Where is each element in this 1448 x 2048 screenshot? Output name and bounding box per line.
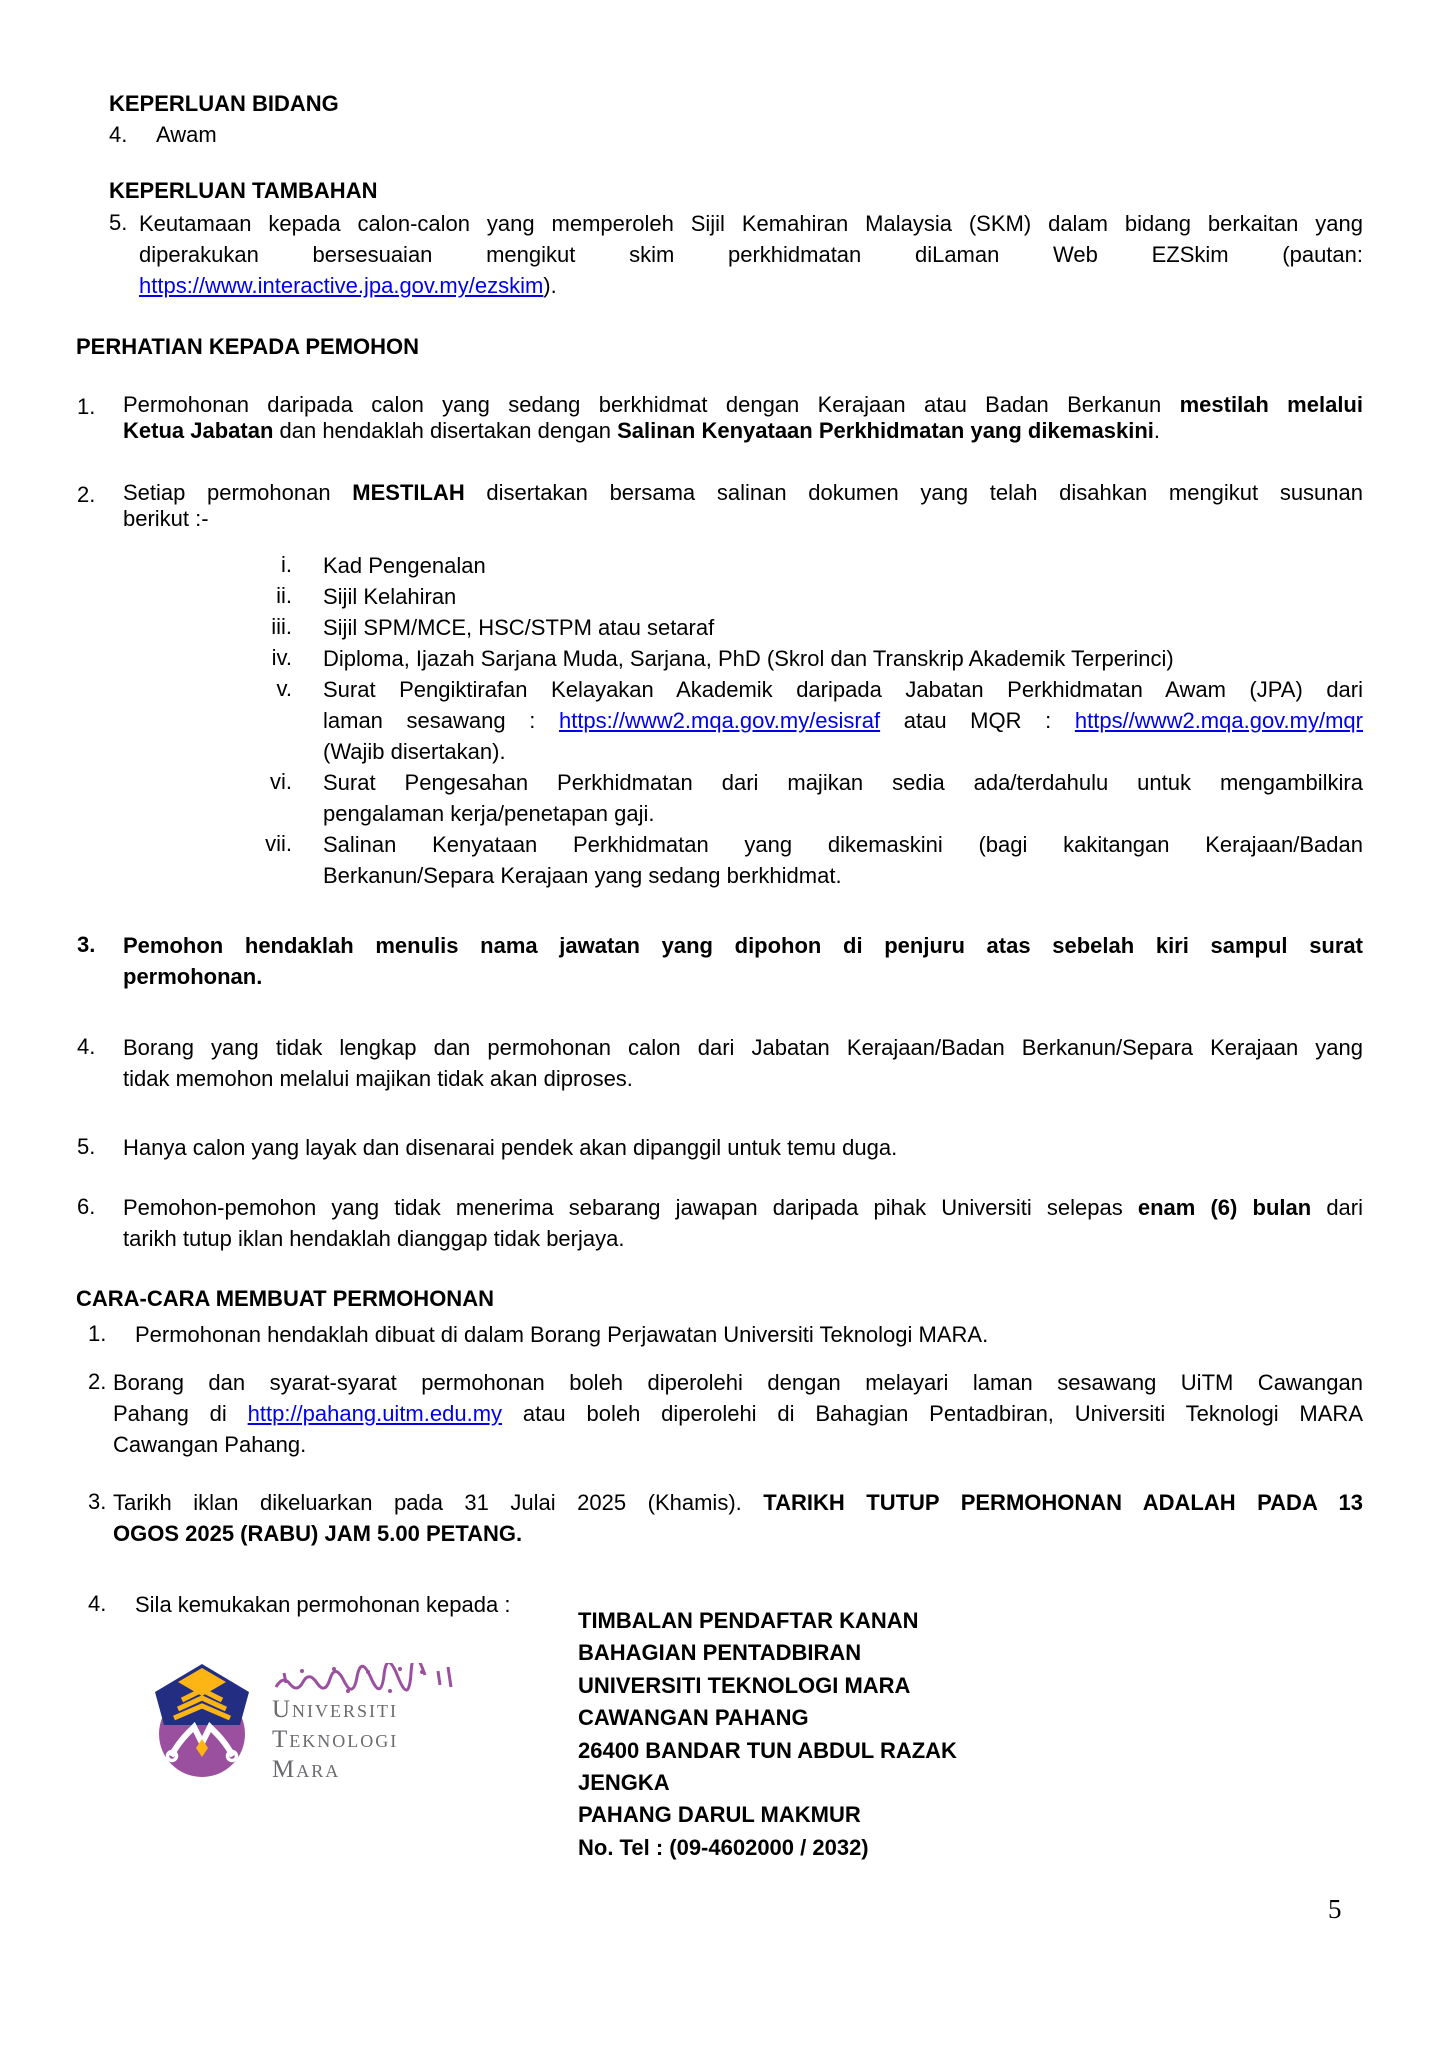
- text-segment: Borang yang tidak lengkap dan permohonan calon dari Jabatan Kerajaan/Badan Berkanun/Separa Kerajaan yang: [123, 1035, 1363, 1060]
- text-line: [139, 208, 1363, 239]
- text-segment: atau boleh diperolehi di Bahagian Pentadbiran, Universiti Teknologi MARA: [502, 1401, 1363, 1426]
- text-segment: Surat Pengesahan Perkhidmatan dari majikan sedia ada/terdahulu untuk mengambilkira: [323, 770, 1363, 795]
- uitm-wordmark-teknologi: Teknologi: [272, 1726, 399, 1753]
- perhatian-item-5-text: [123, 1132, 1363, 1163]
- hyperlink[interactable]: https://www.interactive.jpa.gov.my/ezskim: [139, 273, 544, 298]
- uitm-shield-graphic: [150, 1663, 254, 1779]
- cara-item-3-text: [113, 1487, 1363, 1549]
- perhatian-item-1-text: [123, 392, 1363, 444]
- text-line: [323, 860, 1363, 891]
- item-4-number: 4.: [109, 122, 128, 147]
- text-segment: mestilah melalui: [1179, 392, 1363, 417]
- text-segment: Sila kemukakan permohonan kepada :: [135, 1592, 511, 1617]
- perhatian-item-2-number: 2.: [77, 482, 96, 507]
- roman-item-vi-number: vi.: [270, 769, 292, 794]
- text-segment: dari: [1311, 1195, 1363, 1220]
- item-4-text: Awam: [156, 122, 217, 147]
- text-segment: Setiap permohonan: [123, 480, 353, 505]
- perhatian-item-6-text: [123, 1192, 1363, 1254]
- cara-item-1-text: [135, 1319, 1363, 1350]
- text-line: [123, 930, 1363, 961]
- text-segment: .: [1153, 418, 1160, 443]
- text-line: [113, 1398, 1363, 1429]
- text-line: [123, 1032, 1363, 1063]
- text-line: [323, 798, 1363, 829]
- cara-heading: CARA-CARA MEMBUAT PERMOHONAN: [76, 1286, 494, 1311]
- text-segment: (Wajib disertakan).: [323, 739, 506, 764]
- text-line: [123, 480, 1363, 506]
- roman-item-i-text: [323, 550, 1363, 581]
- text-segment: Surat Pengiktirafan Kelayakan Akademik daripada Jabatan Perkhidmatan Awam (JPA) dari: [323, 677, 1363, 702]
- roman-item-iv-text: [323, 643, 1363, 674]
- perhatian-heading: PERHATIAN KEPADA PEMOHON: [76, 334, 420, 359]
- text-segment: ).: [543, 273, 557, 298]
- text-segment: Pemohon-pemohon yang tidak menerima sebarang jawapan daripada pihak Universiti selepas: [123, 1195, 1138, 1220]
- cara-item-2-text: [113, 1367, 1363, 1460]
- text-line: [323, 674, 1363, 705]
- text-segment: Pahang di: [113, 1401, 248, 1426]
- text-line: [123, 1223, 1363, 1254]
- roman-item-iii-text: [323, 612, 1363, 643]
- text-segment: Diploma, Ijazah Sarjana Muda, Sarjana, PhD (Skrol dan Transkrip Akademik Terperinci): [323, 646, 1174, 671]
- cara-item-4-number: 4.: [88, 1591, 107, 1616]
- text-segment: Salinan Kenyataan Perkhidmatan yang dikemaskini (bagi kakitangan Kerajaan/Badan: [323, 832, 1363, 857]
- text-line: [123, 961, 1363, 992]
- text-segment: Cawangan Pahang.: [113, 1432, 307, 1457]
- hyperlink[interactable]: https//www2.mqa.gov.my/mqr: [1074, 708, 1363, 733]
- keperluan-bidang-heading: KEPERLUAN BIDANG: [109, 91, 339, 116]
- text-line: [323, 736, 1363, 767]
- hyperlink[interactable]: http://pahang.uitm.edu.my: [247, 1401, 503, 1426]
- text-segment: atau MQR :: [880, 708, 1075, 733]
- cara-item-3-number: 3.: [88, 1489, 107, 1514]
- address-line: PAHANG DARUL MAKMUR: [578, 1802, 861, 1828]
- text-line: [123, 1063, 1363, 1094]
- perhatian-item-3-number: 3.: [77, 932, 96, 957]
- text-segment: Salinan Kenyataan Perkhidmatan yang dikemaskini: [617, 418, 1154, 443]
- text-segment: Pemohon hendaklah menulis nama jawatan yang dipohon di penjuru atas sebelah kiri sampul surat: [123, 933, 1363, 958]
- text-segment: disertakan bersama salinan dokumen yang telah disahkan mengikut susunan: [464, 480, 1364, 505]
- text-segment: Sijil Kelahiran: [323, 584, 457, 609]
- perhatian-item-5-number: 5.: [77, 1134, 96, 1159]
- roman-item-iv-number: iv.: [271, 645, 292, 670]
- text-line: [123, 1192, 1363, 1223]
- text-segment: Borang dan syarat-syarat permohonan boleh diperolehi dengan melayari laman sesawang UiTM Cawangan: [113, 1370, 1363, 1395]
- text-line: [323, 581, 1363, 612]
- roman-item-vii-text: [323, 829, 1363, 891]
- perhatian-item-6-number: 6.: [77, 1194, 96, 1219]
- roman-item-ii-text: [323, 581, 1363, 612]
- text-segment: berikut :-: [123, 506, 209, 531]
- text-segment: tidak memohon melalui majikan tidak akan diproses.: [123, 1066, 633, 1091]
- address-line: 26400 BANDAR TUN ABDUL RAZAK: [578, 1737, 957, 1763]
- roman-item-ii-number: ii.: [276, 583, 292, 608]
- address-line: JENGKA: [578, 1770, 670, 1796]
- text-line: [139, 239, 1363, 270]
- address-block: [578, 1605, 957, 1864]
- text-line: [123, 418, 1363, 444]
- text-line: [113, 1429, 1363, 1460]
- text-line: [113, 1367, 1363, 1398]
- text-line: [323, 767, 1363, 798]
- roman-item-i-number: i.: [281, 552, 292, 577]
- text-line: [113, 1518, 1363, 1549]
- text-segment: Tarikh iklan dikeluarkan pada 31 Julai 2025 (Khamis).: [113, 1490, 764, 1515]
- address-line: CAWANGAN PAHANG: [578, 1705, 809, 1731]
- text-segment: TARIKH TUTUP PERMOHONAN ADALAH PADA 13: [763, 1490, 1363, 1515]
- uitm-logo-shield: [150, 1663, 254, 1779]
- roman-item-v-number: v.: [276, 676, 292, 701]
- text-segment: Berkanun/Separa Kerajaan yang sedang berkhidmat.: [323, 863, 842, 888]
- perhatian-item-2-text: [123, 480, 1363, 532]
- text-line: [139, 270, 1363, 301]
- text-line: [135, 1319, 1363, 1350]
- item-5-number: 5.: [109, 210, 128, 235]
- roman-item-vi-text: [323, 767, 1363, 829]
- text-segment: diperakukan bersesuaian mengikut skim perkhidmatan diLaman Web EZSkim (pautan:: [139, 242, 1363, 267]
- text-segment: laman sesawang :: [323, 708, 559, 733]
- text-line: [113, 1487, 1363, 1518]
- uitm-wordmark-universiti: Universiti: [272, 1696, 399, 1723]
- text-line: [123, 506, 1363, 532]
- cara-item-2-number: 2.: [88, 1369, 107, 1394]
- text-segment: Keutamaan kepada calon-calon yang memperoleh Sijil Kemahiran Malaysia (SKM) dalam bidang berkaitan yang: [139, 211, 1363, 236]
- perhatian-item-4-number: 4.: [77, 1034, 96, 1059]
- uitm-jawi-calligraphy: [272, 1663, 460, 1695]
- text-segment: Kad Pengenalan: [323, 553, 486, 578]
- perhatian-item-1-number: 1.: [77, 394, 96, 419]
- text-segment: Permohonan hendaklah dibuat di dalam Borang Perjawatan Universiti Teknologi MARA.: [135, 1322, 989, 1347]
- uitm-wordmark-mara: Mara: [272, 1756, 341, 1783]
- text-segment: enam (6) bulan: [1137, 1195, 1312, 1220]
- address-line: TIMBALAN PENDAFTAR KANAN: [578, 1608, 919, 1633]
- address-line: BAHAGIAN PENTADBIRAN: [578, 1640, 862, 1666]
- text-line: [123, 392, 1363, 418]
- cara-item-1-number: 1.: [88, 1321, 107, 1346]
- text-segment: permohonan.: [123, 964, 263, 989]
- text-segment: Permohonan daripada calon yang sedang berkhidmat dengan Kerajaan atau Badan Berkanun: [123, 392, 1180, 417]
- text-line: [323, 550, 1363, 581]
- address-line: No. Tel : (09-4602000 / 2032): [578, 1834, 869, 1860]
- text-segment: Hanya calon yang layak dan disenarai pendek akan dipanggil untuk temu duga.: [123, 1135, 898, 1160]
- perhatian-item-3-text: [123, 930, 1363, 992]
- roman-item-iii-number: iii.: [271, 614, 292, 639]
- hyperlink[interactable]: https://www2.mqa.gov.my/esisraf: [558, 708, 881, 733]
- text-segment: tarikh tutup iklan hendaklah dianggap tidak berjaya.: [123, 1226, 625, 1251]
- page-number: 5: [1328, 1894, 1342, 1924]
- text-segment: pengalaman kerja/penetapan gaji.: [323, 801, 655, 826]
- address-line: UNIVERSITI TEKNOLOGI MARA: [578, 1672, 911, 1698]
- text-segment: Sijil SPM/MCE, HSC/STPM atau setaraf: [323, 615, 715, 640]
- roman-item-vii-number: vii.: [265, 831, 292, 856]
- text-segment: Ketua Jabatan: [123, 418, 274, 443]
- perhatian-item-4-text: [123, 1032, 1363, 1094]
- text-line: [323, 705, 1363, 736]
- text-segment: OGOS 2025 (RABU) JAM 5.00 PETANG.: [113, 1521, 523, 1546]
- text-line: [123, 1132, 1363, 1163]
- text-line: [323, 829, 1363, 860]
- text-line: [323, 643, 1363, 674]
- roman-item-v-text: [323, 674, 1363, 767]
- text-segment: dan hendaklah disertakan dengan: [273, 418, 618, 443]
- text-segment: MESTILAH: [352, 480, 465, 505]
- keperluan-tambahan-heading: KEPERLUAN TAMBAHAN: [109, 178, 378, 203]
- jawi-script-graphic: [272, 1663, 460, 1695]
- item-5-text: [139, 208, 1363, 301]
- text-line: [323, 612, 1363, 643]
